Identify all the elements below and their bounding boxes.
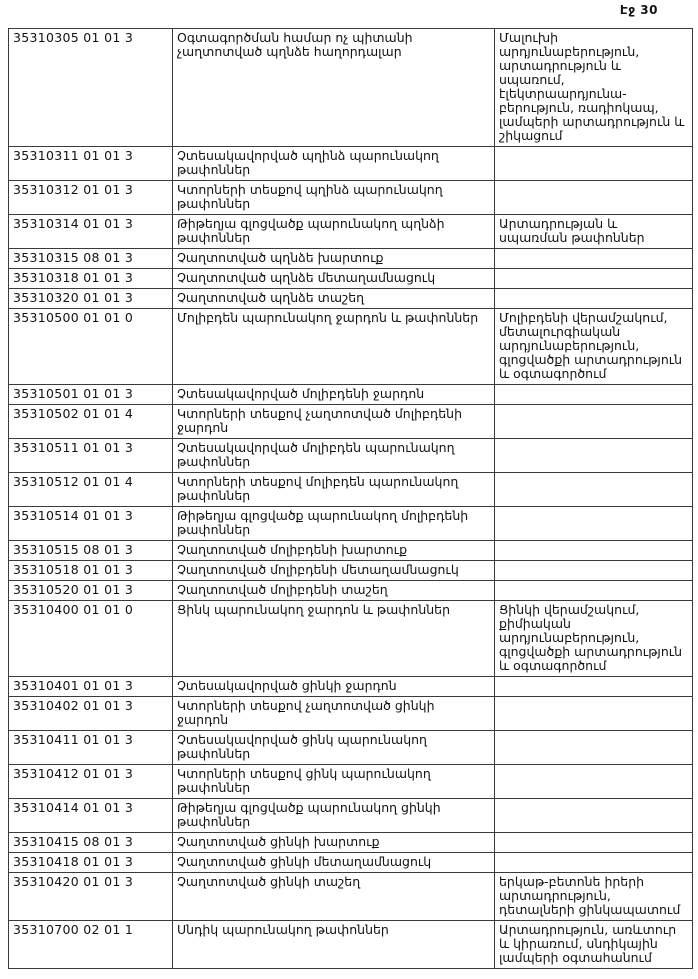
- table-row: [9, 439, 693, 473]
- name-cell: Չաղտոտված պղնձե մետաղամնացուկ: [173, 269, 495, 289]
- code-cell: 35310420 01 01 3: [9, 873, 173, 921]
- usage-cell: [495, 439, 693, 473]
- code-cell: 35310411 01 01 3: [9, 731, 173, 765]
- table-row: [9, 181, 693, 215]
- table-row: [9, 215, 693, 249]
- code-cell: 35310314 01 01 3: [9, 215, 173, 249]
- code-cell: 35310418 01 01 3: [9, 853, 173, 873]
- name-cell: Մոլիբդեն պարունակող ջարդոն և թափոններ: [173, 309, 495, 385]
- table-row: [9, 289, 693, 309]
- usage-cell: [495, 405, 693, 439]
- name-cell: Չաղտոտված մոլիբդենի խարտուք: [173, 541, 495, 561]
- table-row: [9, 921, 693, 969]
- code-cell: 35310700 02 01 1: [9, 921, 173, 969]
- usage-cell: Արտադրություն, առևտուր և կիրառում, սնդիկային լամպերի օգտահանում: [495, 921, 693, 969]
- name-cell: Չաղտոտված ցինկի խարտուք: [173, 833, 495, 853]
- table-row: [9, 697, 693, 731]
- usage-cell: [495, 385, 693, 405]
- name-cell: Չաղտոտված մոլիբդենի տաշեղ: [173, 581, 495, 601]
- usage-cell: Մալուխի արդյունաբերություն, արտադրություն և սպառում, էլեկտրաարդյունա-բերություն, ռադիոկապ, լամպերի արտադրություն և շիկացում: [495, 29, 693, 147]
- waste-classification-table: [8, 28, 693, 969]
- usage-cell: [495, 677, 693, 697]
- code-cell: 35310318 01 01 3: [9, 269, 173, 289]
- table-row: [9, 29, 693, 147]
- table-row: [9, 601, 693, 677]
- name-cell: Չաղտոտված ցինկի տաշեղ: [173, 873, 495, 921]
- usage-cell: [495, 833, 693, 853]
- name-cell: Կտորների տեսքով պղինձ պարունակող թափոններ: [173, 181, 495, 215]
- table-row: [9, 581, 693, 601]
- table-row: [9, 873, 693, 921]
- code-cell: 35310518 01 01 3: [9, 561, 173, 581]
- code-cell: 35310501 01 01 3: [9, 385, 173, 405]
- code-cell: 35310511 01 01 3: [9, 439, 173, 473]
- code-cell: 35310520 01 01 3: [9, 581, 173, 601]
- code-cell: 35310512 01 01 4: [9, 473, 173, 507]
- code-cell: 35310500 01 01 0: [9, 309, 173, 385]
- usage-cell: [495, 581, 693, 601]
- table-row: [9, 853, 693, 873]
- usage-cell: [495, 269, 693, 289]
- usage-cell: [495, 147, 693, 181]
- table-row: [9, 385, 693, 405]
- code-cell: 35310315 08 01 3: [9, 249, 173, 269]
- code-cell: 35310311 01 01 3: [9, 147, 173, 181]
- usage-cell: Մոլիբդենի վերամշակում, մետալուրգիական արդյունաբերություն, գլոցվածքի արտադրություն և օգտագործում: [495, 309, 693, 385]
- table-row: [9, 269, 693, 289]
- code-cell: 35310514 01 01 3: [9, 507, 173, 541]
- table-row: [9, 561, 693, 581]
- code-cell: 35310402 01 01 3: [9, 697, 173, 731]
- name-cell: Չտեսակավորված ցինկ պարունակող թափոններ: [173, 731, 495, 765]
- table-row: [9, 309, 693, 385]
- waste-table-body: [9, 29, 693, 969]
- name-cell: Թիթեղյա գլոցվածք պարունակող մոլիբդենի թափոններ: [173, 507, 495, 541]
- table-row: [9, 541, 693, 561]
- name-cell: Թիթեղյա գլոցվածք պարունակող պղնձի թափոններ: [173, 215, 495, 249]
- usage-cell: [495, 289, 693, 309]
- table-row: [9, 405, 693, 439]
- name-cell: Կտորների տեսքով ցինկ պարունակող թափոններ: [173, 765, 495, 799]
- code-cell: 35310320 01 01 3: [9, 289, 173, 309]
- table-row: [9, 507, 693, 541]
- usage-cell: [495, 561, 693, 581]
- code-cell: 35310400 01 01 0: [9, 601, 173, 677]
- name-cell: Կտորների տեսքով մոլիբդեն պարունակող թափոններ: [173, 473, 495, 507]
- usage-cell: [495, 541, 693, 561]
- code-cell: 35310414 01 01 3: [9, 799, 173, 833]
- code-cell: 35310515 08 01 3: [9, 541, 173, 561]
- name-cell: Չտեսակավորված մոլիբդենի ջարդոն: [173, 385, 495, 405]
- code-cell: 35310305 01 01 3: [9, 29, 173, 147]
- usage-cell: երկաթ-բետոնե իրերի արտադրություն, դետալների ցինկապատում: [495, 873, 693, 921]
- name-cell: Կտորների տեսքով չաղտոտված մոլիբդենի ջարդոն: [173, 405, 495, 439]
- usage-cell: [495, 697, 693, 731]
- table-row: [9, 731, 693, 765]
- table-row: [9, 799, 693, 833]
- name-cell: Չաղտոտված պղնձե տաշեղ: [173, 289, 495, 309]
- name-cell: Ցինկ պարունակող ջարդոն և թափոններ: [173, 601, 495, 677]
- name-cell: Օգտագործման համար ոչ պիտանի չաղտոտված պղնձե հաղորդալար: [173, 29, 495, 147]
- table-row: [9, 765, 693, 799]
- usage-cell: [495, 799, 693, 833]
- code-cell: 35310412 01 01 3: [9, 765, 173, 799]
- table-row: [9, 249, 693, 269]
- name-cell: Չտեսակավորված մոլիբդեն պարունակող թափոններ: [173, 439, 495, 473]
- code-cell: 35310401 01 01 3: [9, 677, 173, 697]
- name-cell: Չաղտոտված մոլիբդենի մետաղամնացուկ: [173, 561, 495, 581]
- name-cell: Չաղտոտված ցինկի մետաղամնացուկ: [173, 853, 495, 873]
- name-cell: Չաղտոտված պղնձե խարտուք: [173, 249, 495, 269]
- name-cell: Կտորների տեսքով չաղտոտված ցինկի ջարդոն: [173, 697, 495, 731]
- usage-cell: Ցինկի վերամշակում, քիմիական արդյունաբերություն, գլոցվածքի արտադրություն և օգտագործում: [495, 601, 693, 677]
- usage-cell: [495, 731, 693, 765]
- code-cell: 35310415 08 01 3: [9, 833, 173, 853]
- name-cell: Թիթեղյա գլոցվածք պարունակող ցինկի թափոններ: [173, 799, 495, 833]
- table-row: [9, 833, 693, 853]
- usage-cell: [495, 473, 693, 507]
- usage-cell: Արտադրության և սպառման թափոններ: [495, 215, 693, 249]
- name-cell: Չտեսակավորված պղինձ պարունակող թափոններ: [173, 147, 495, 181]
- table-row: [9, 147, 693, 181]
- usage-cell: [495, 181, 693, 215]
- usage-cell: [495, 853, 693, 873]
- table-row: [9, 677, 693, 697]
- usage-cell: [495, 765, 693, 799]
- usage-cell: [495, 507, 693, 541]
- name-cell: Սնդիկ պարունակող թափոններ: [173, 921, 495, 969]
- code-cell: 35310502 01 01 4: [9, 405, 173, 439]
- page-number: Էջ 30: [619, 3, 658, 17]
- code-cell: 35310312 01 01 3: [9, 181, 173, 215]
- table-row: [9, 473, 693, 507]
- usage-cell: [495, 249, 693, 269]
- name-cell: Չտեսակավորված ցինկի ջարդոն: [173, 677, 495, 697]
